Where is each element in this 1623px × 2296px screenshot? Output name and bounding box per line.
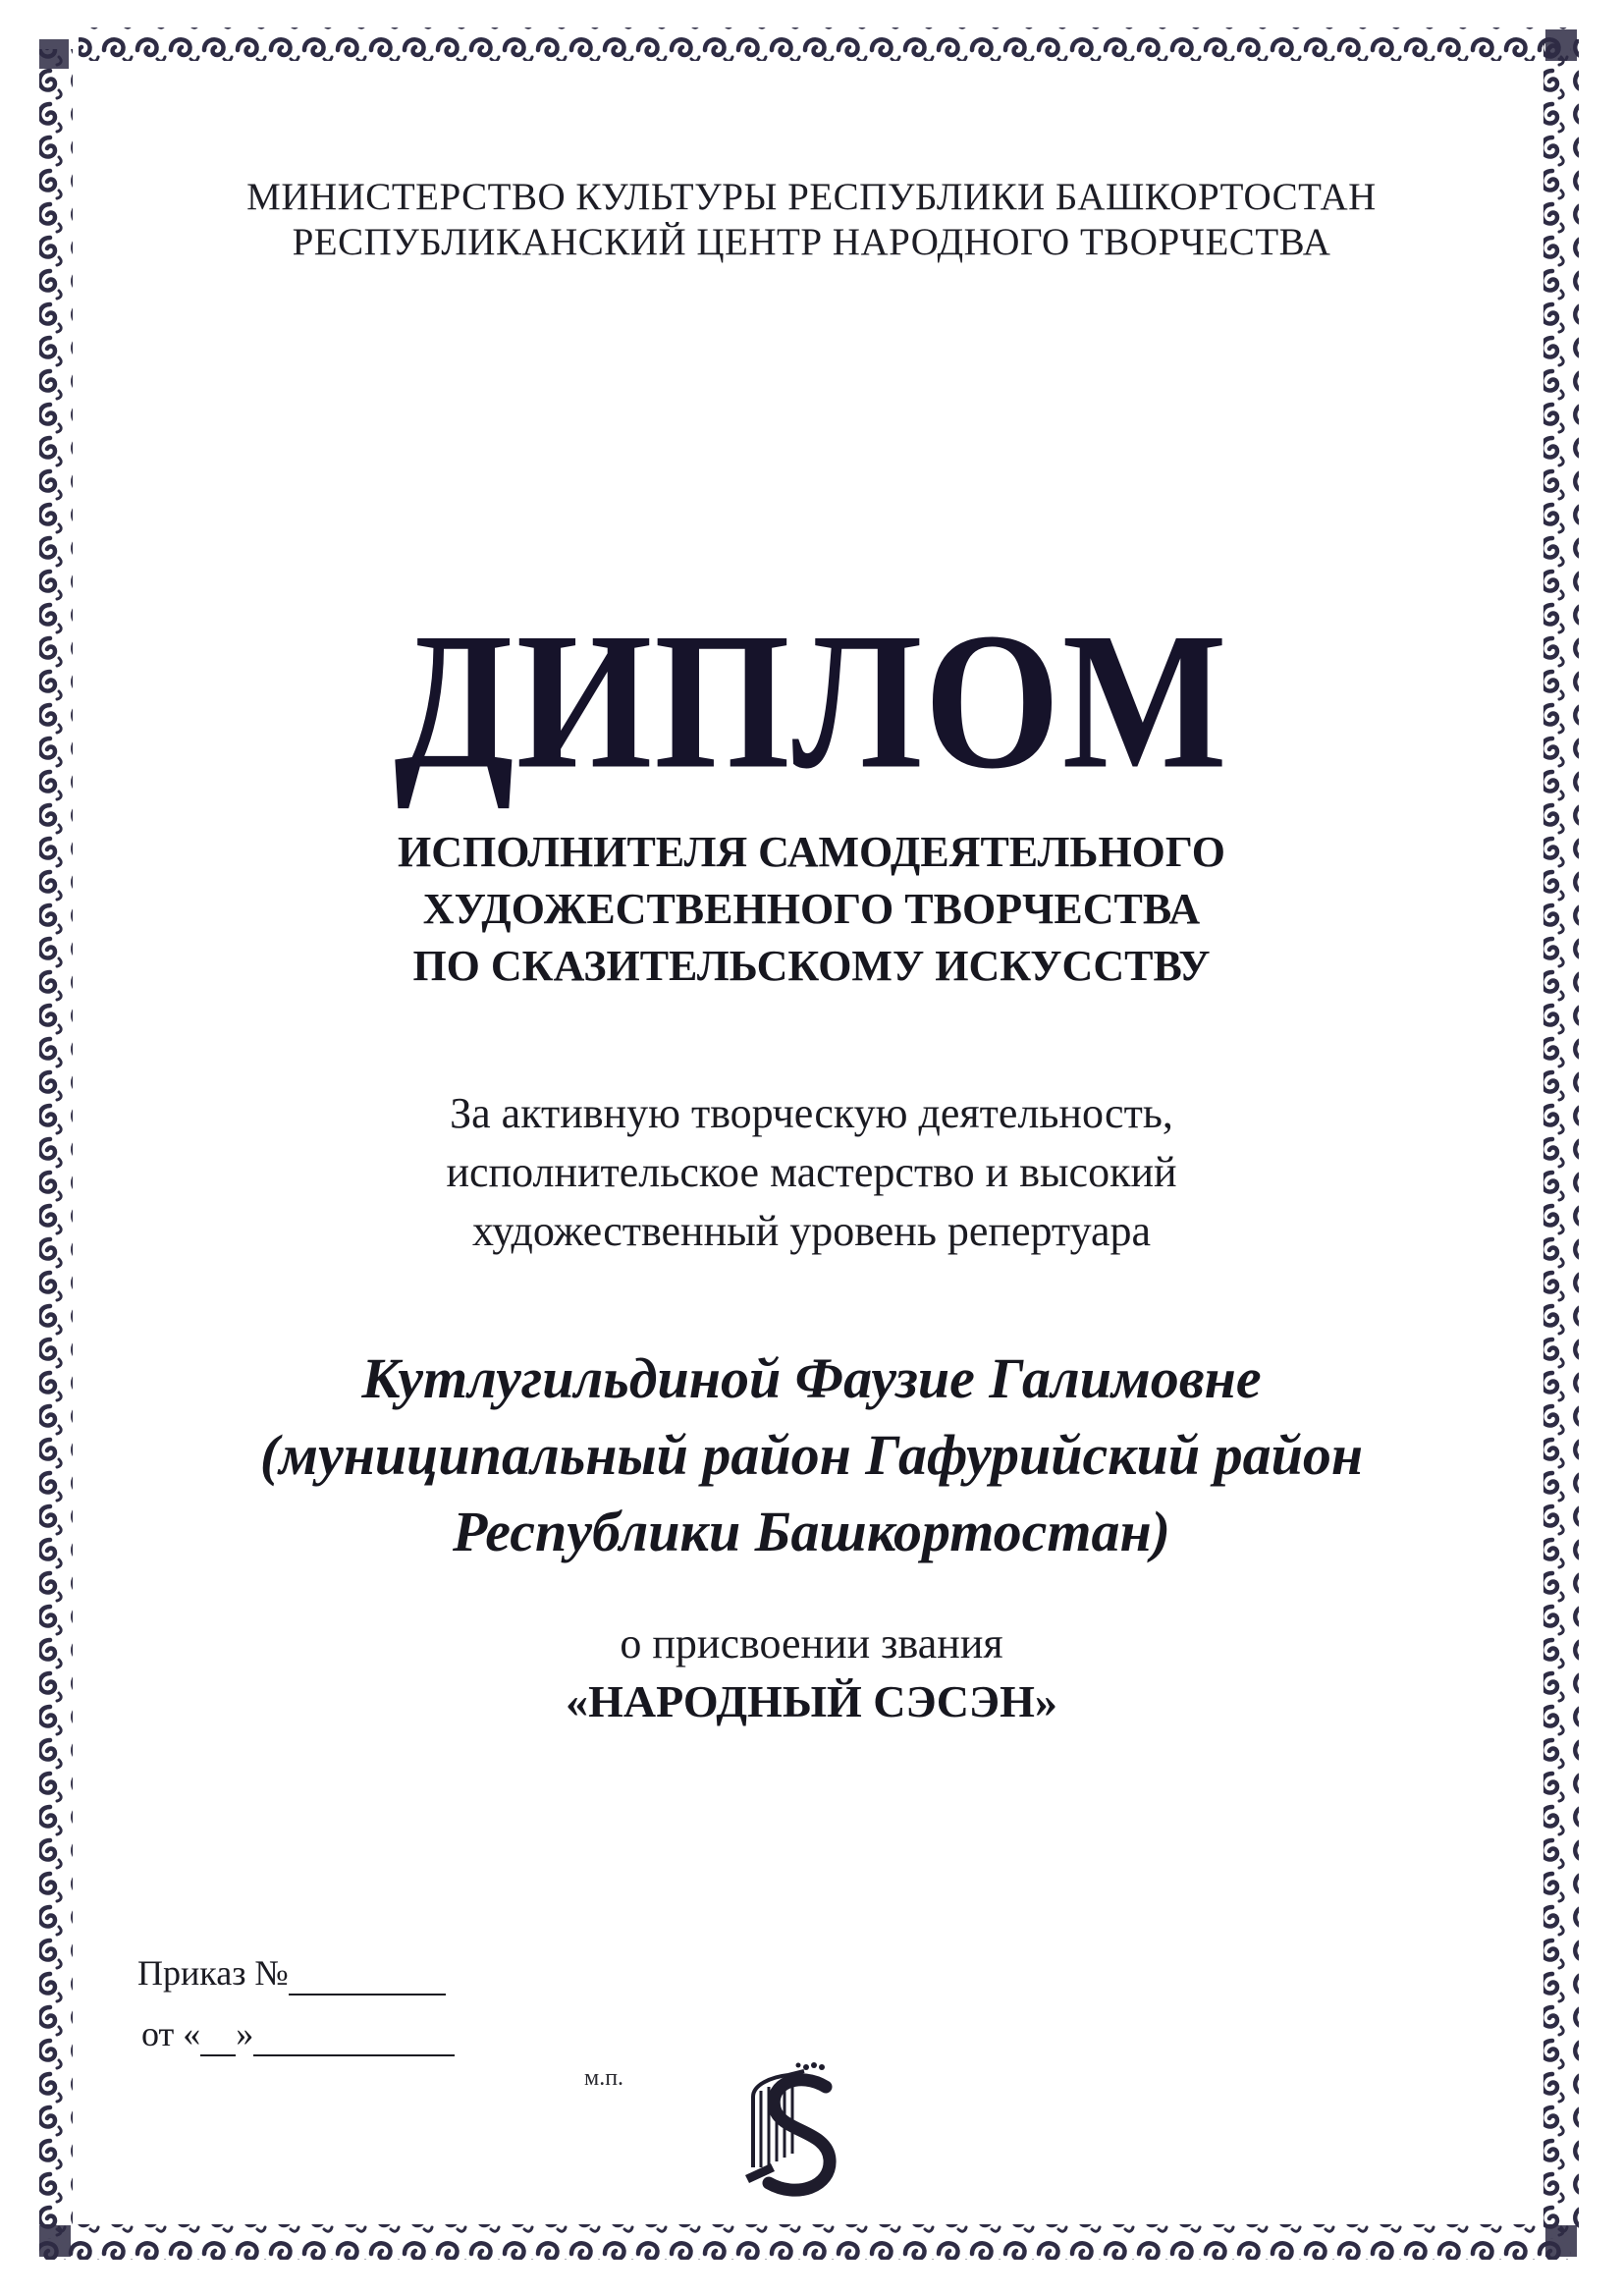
reason-line-1: За активную творческую деятельность, [450,1089,1173,1137]
honor-title: «НАРОДНЫЙ СЭСЭН» [566,1676,1057,1726]
recipient-name: Кутлугильдиной Фаузие Галимовне [361,1346,1262,1410]
subtitle-line-3: ПО СКАЗИТЕЛЬСКОМУ ИСКУССТВУ [412,942,1211,990]
harp-s-emblem-icon [731,2057,859,2205]
order-date-field [141,2013,455,2056]
order-day-blank [200,2013,236,2056]
order-number-label: Приказ № [137,1953,289,1993]
order-number-field [137,1952,446,1995]
page-title: ДИПЛОМ [394,591,1229,810]
recipient-district: (муниципальный район Гафурийский район [259,1423,1364,1487]
order-number-blank [289,1952,446,1995]
reason-line-3: художественный уровень репертуара [471,1207,1152,1255]
order-date-middle: » [236,2014,254,2053]
center-name: РЕСПУБЛИКАНСКИЙ ЦЕНТР НАРОДНОГО ТВОРЧЕСТВА [292,221,1331,263]
order-date-blank [253,2013,455,2056]
stamp-place: м.п. [584,2065,624,2091]
ministry-name: МИНИСТЕРСТВО КУЛЬТУРЫ РЕСПУБЛИКИ БАШКОРТОСТАН [246,176,1377,218]
subtitle-line-1: ИСПОЛНИТЕЛЯ САМОДЕЯТЕЛЬНОГО [397,828,1226,876]
assignment-text: о присвоении звания [620,1619,1003,1667]
recipient-republic: Республики Башкортостан) [452,1500,1171,1563]
subtitle-line-2: ХУДОЖЕСТВЕННОГО ТВОРЧЕСТВА [422,885,1201,933]
reason-line-2: исполнительское мастерство и высокий [446,1148,1177,1196]
order-date-prefix: от « [141,2014,201,2053]
